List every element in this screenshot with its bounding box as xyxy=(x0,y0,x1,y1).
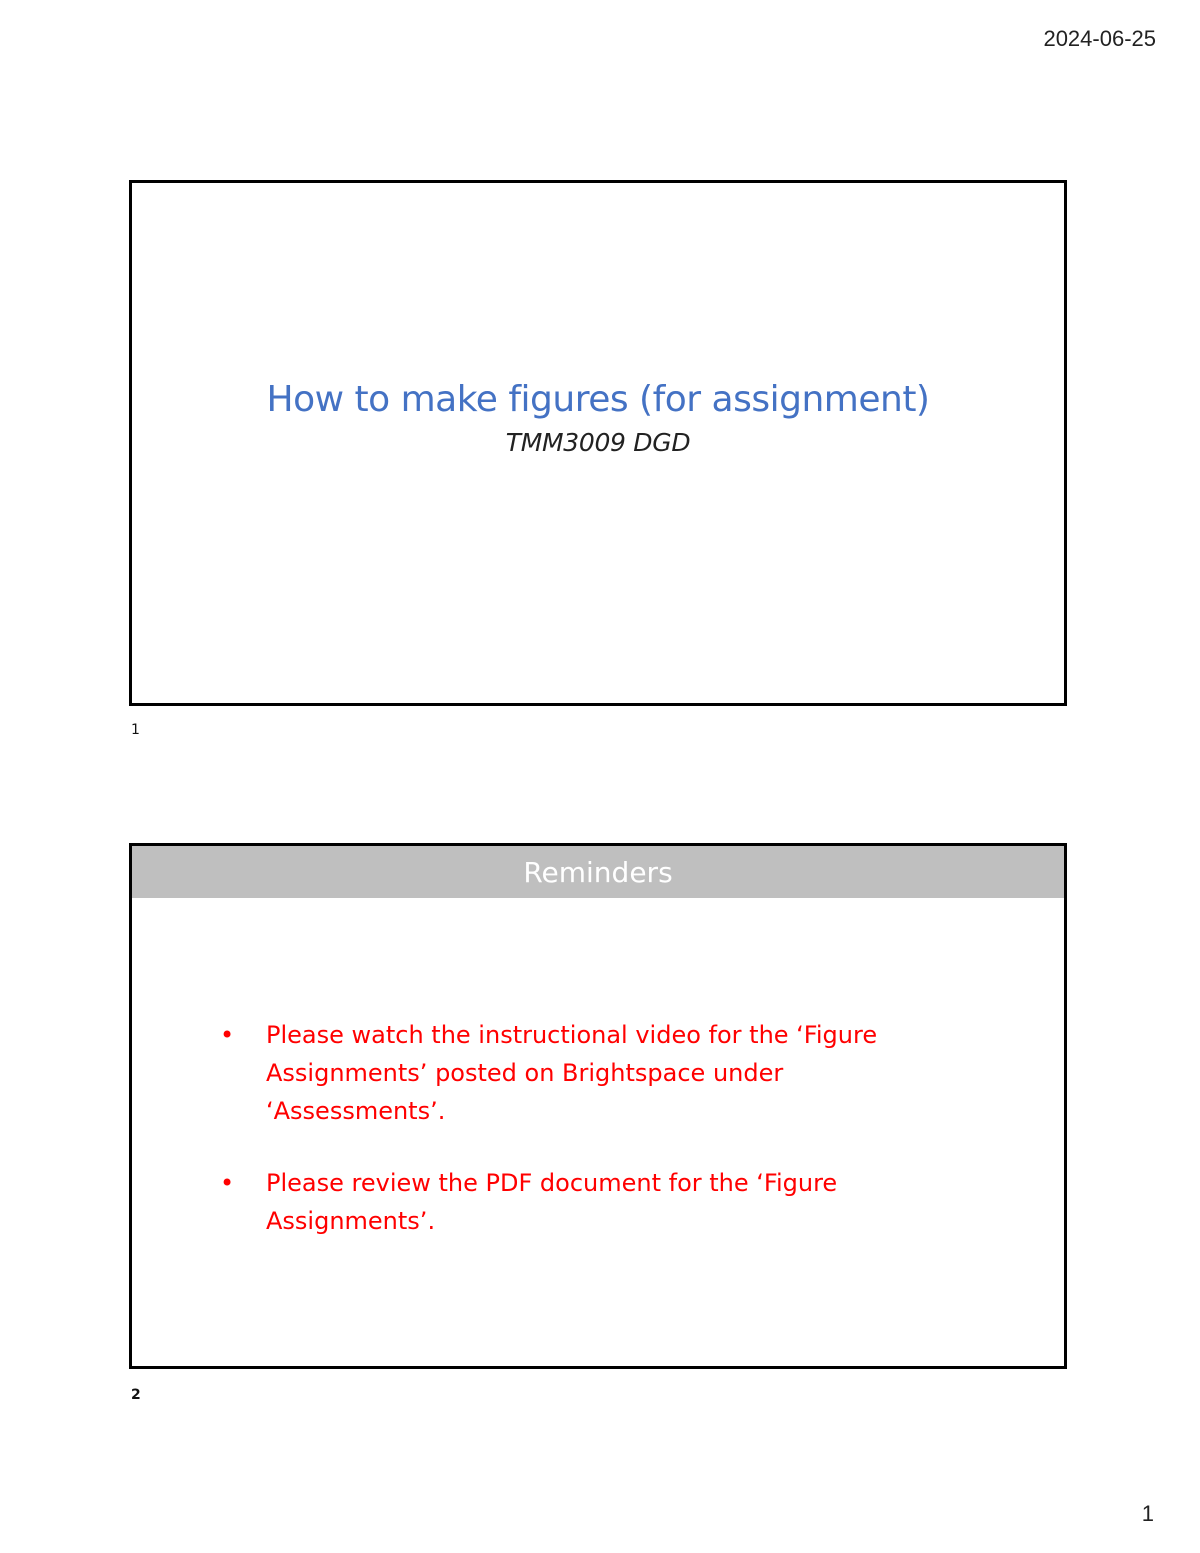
bullet-list xyxy=(220,1016,920,1274)
slide-number-1: 1 xyxy=(131,722,140,738)
slide-number-2: 2 xyxy=(131,1387,141,1403)
slide-header-bar xyxy=(132,846,1064,898)
bullet-icon: • xyxy=(220,1021,235,1049)
bullet-text: Please review the PDF document for the ‘Figure Assignments’. xyxy=(266,1169,838,1235)
bullet-text: Please watch the instructional video for the ‘Figure Assignments’ posted on Brightspace under ‘Assessments’. xyxy=(266,1021,878,1125)
slide-1 xyxy=(129,180,1067,706)
print-date: 2024-06-25 xyxy=(1043,26,1156,51)
list-item xyxy=(220,1164,920,1240)
slide-heading: Reminders xyxy=(523,856,673,889)
slide-title: How to make figures (for assignment) xyxy=(266,379,930,420)
bullet-icon: • xyxy=(220,1169,235,1197)
title-block xyxy=(132,379,1064,457)
slide-subtitle: TMM3009 DGD xyxy=(505,428,691,457)
page-number: 1 xyxy=(1141,1501,1154,1526)
list-item xyxy=(220,1016,920,1130)
slide-2 xyxy=(129,843,1067,1369)
